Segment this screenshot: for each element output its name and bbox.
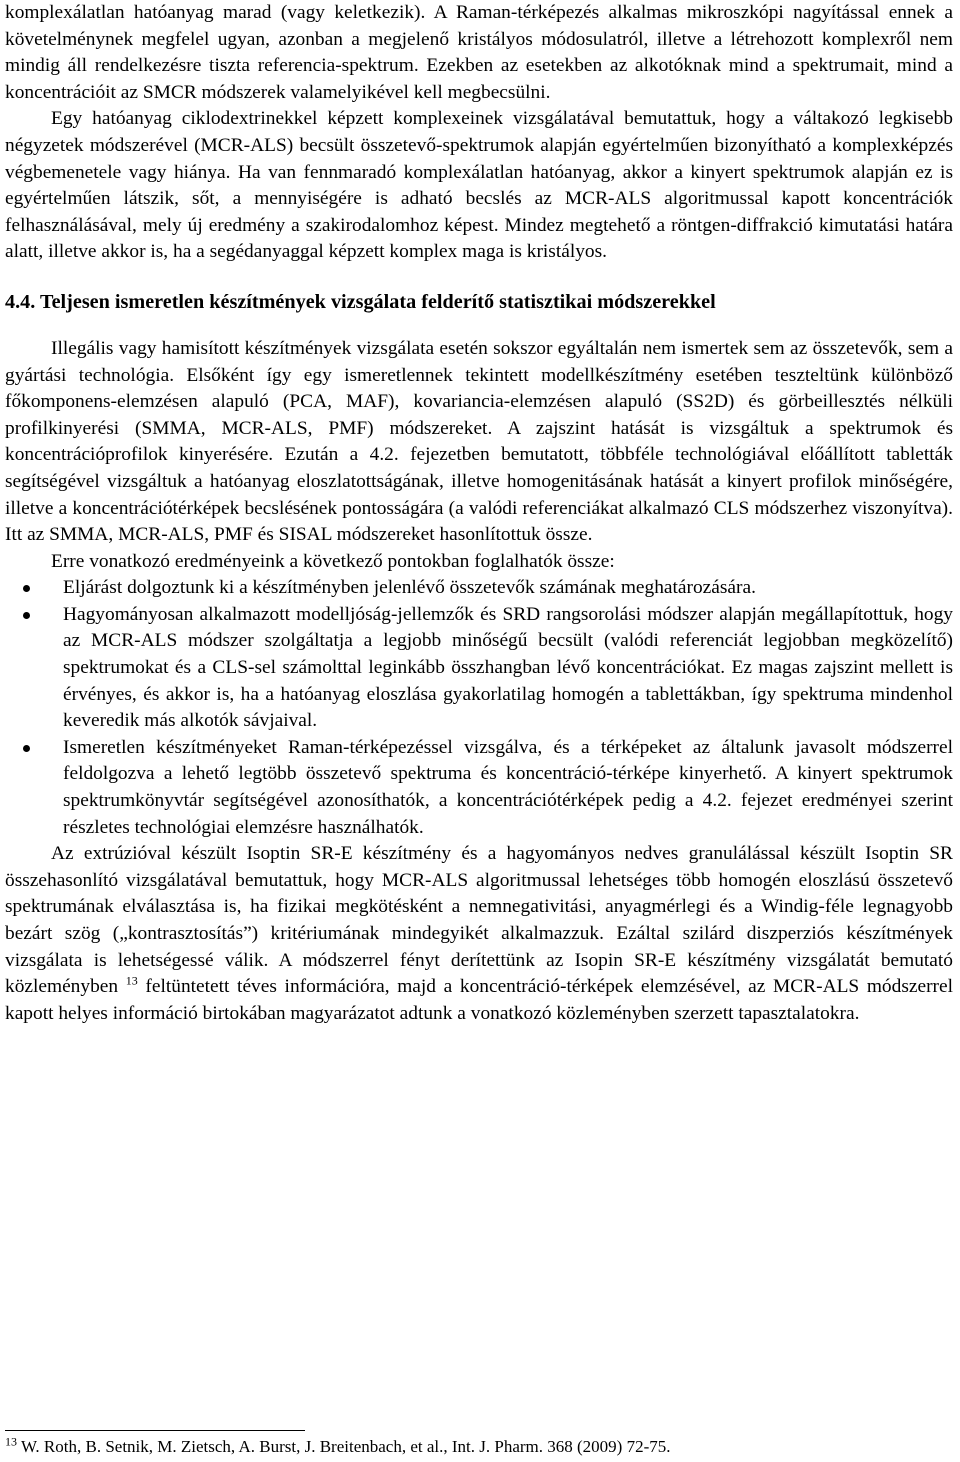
document-page: [5, 0, 953, 1456]
bullet-dot-icon: [23, 745, 30, 752]
bullet-dot-icon: [23, 612, 30, 619]
paragraph-intro: komplexálatlan hatóanyag marad (vagy keletkezik). A Raman-térképezés alkalmas mikroszkópi nagyítással ennek a követelménynek megfelel ugyan, azonban a megjelenő kristályos módosulatról, illetve a létrehozott komplexről nem mindig áll rendelkezésre tiszta referencia-spektrum. Ezekben az esetekben az alkotóknak mind a spektrumait, mind a koncentrációit az SMCR módszerek valamelyikével kell megbecsülni.: [5, 2, 953, 103]
results-list: [5, 575, 953, 841]
list-item: Eljárást dolgoztunk ki a készítményben jelenlévő összetevők számának meghatározására.: [5, 575, 953, 602]
list-item: Hagyományosan alkalmazott modelljóság-jellemzők és SRD rangsorolási módszer alapján megállapítottuk, hogy az MCR-ALS módszer szolgáltatja a legjobb minőségű becsült (valódi referenciát legjobban megközelítő) spektrumokat és a CLS-sel számolttal leginkább összhangban lévő koncentrációkat. Ez magas zajszint mellett is érvényes, és akkor is, ha a hatóanyag eloszlása gyakorlatilag homogén a tablettákban, így spektruma mindenhol keveredik más alkotók sávjaival.: [5, 602, 953, 735]
paragraph-isoptin: Az extrúzióval készült Isoptin SR-E készítmény és a hagyományos nedves granulálással készült Isoptin SR összehasonlító vizsgálatával bemutattuk, hogy MCR-ALS algoritmussal lehetséges több homogén eloszlású összetevő spektrumának elválasztása is, ha fizikai megkötésként a nemnegativitási, anyagmérlegi és a Windig-féle legnagyobb bezárt szög („kontrasztosítás”) kritériumának mindegyikét alkalmazzuk. Ezáltal szilárd diszperziós készítmények vizsgálata is lehetségessé válik. A módszerrel fényt derítettünk az Isopin SR-E készítmény vizsgálatát bemutató közleményben $^{13}$ feltüntetett téves információra, majd a koncentráció-térképek elemzésével, az MCR-ALS módszerrel kapott helyes információ birtokában magyarázatot adtunk a vonatkozó közleményben szerzett tapasztalatokra.: [5, 843, 953, 1024]
footnote: $^{13}$ W. Roth, B. Setnik, M. Zietsch, A. Burst, J. Breitenbach, et al., Int. J. Pharm. 368 (2009) 72-75.: [5, 1434, 671, 1456]
footnote-reference[interactable]: 13: [125, 973, 138, 988]
footnote-separator: [5, 1430, 305, 1431]
paragraph-unknown-products: Illegális vagy hamisított készítmények vizsgálata esetén sokszor egyáltalán nem ismertek sem az összetevők, sem a gyártási technológia. Elsőként így egy ismeretlennek tekintett modellkészítmény esetében teszteltünk különböző főkomponens-elemzésen alapuló (PCA, MAF), kovariancia-elemzésen alapuló (SS2D) és görbeillesztés nélküli profilkinyerési (SMMA, MCR-ALS, PMF) módszereket. A zajszint hatását is vizsgáltuk a spektrumok és koncentrációprofilok kinyerésére. Ezután a 4.2. fejezetben bemutatott, többféle technológiával előállított tabletták segítségével vizsgáltuk a hatóanyag eloszlatottságának, illetve homogenitásának hatását a kinyert profilok minőségére, illetve a koncentrációtérképek becslésének pontosságára (a valódi referenciákat alkalmazó CLS módszerhez viszonyítva). Itt az SMMA, MCR-ALS, PMF és SISAL módszereket hasonlítottuk össze.: [5, 337, 953, 546]
paragraph-cyclodextrin: Egy hatóanyag ciklodextrinekkel képzett komplexeinek vizsgálatával bemutattuk, hogy a váltakozó legkisebb négyzetek módszerével (MCR-ALS) becsült összetevő-spektrumok alapján egyértelműen bizonyítható a komplexképzés végbemenetele vagy hiánya. Ha van fennmaradó komplexálatlan hatóanyag, akkor a kinyert spektrumok alapján ez is egyértelműen látszik, sőt, a mennyiségére is adható becslés az MCR-ALS algoritmussal kapott koncentrációk felhasználásával, mely új eredmény a szakirodalomhoz képest. Mindez megtehető a röntgen-diffrakció kimutatási határa alatt, illetve akkor is, ha a segédanyaggal képzett komplex maga is kristályos.: [5, 108, 953, 263]
list-item: Ismeretlen készítményeket Raman-térképezéssel vizsgálva, és a térképeket az általunk javasolt módszerrel feldolgozva a lehető legtöbb összetevő spektruma és koncentráció-térképe kinyerhető. A kinyert spektrumok spektrumkönyvtár segítségével azonosíthatók, a koncentrációtérképek pedig a 4.2. fejezet eredményei szerint részletes technológiai elemzésre használhatók.: [5, 735, 953, 841]
bullet-dot-icon: [23, 585, 30, 592]
footnote-number: 13: [5, 1434, 17, 1449]
paragraph-results-intro: Erre vonatkozó eredményeink a következő pontokban foglalhatók össze:: [51, 550, 615, 572]
section-heading: 4.4. Teljesen ismeretlen készítmények vizsgálata felderítő statisztikai módszerekkel: [5, 290, 716, 313]
